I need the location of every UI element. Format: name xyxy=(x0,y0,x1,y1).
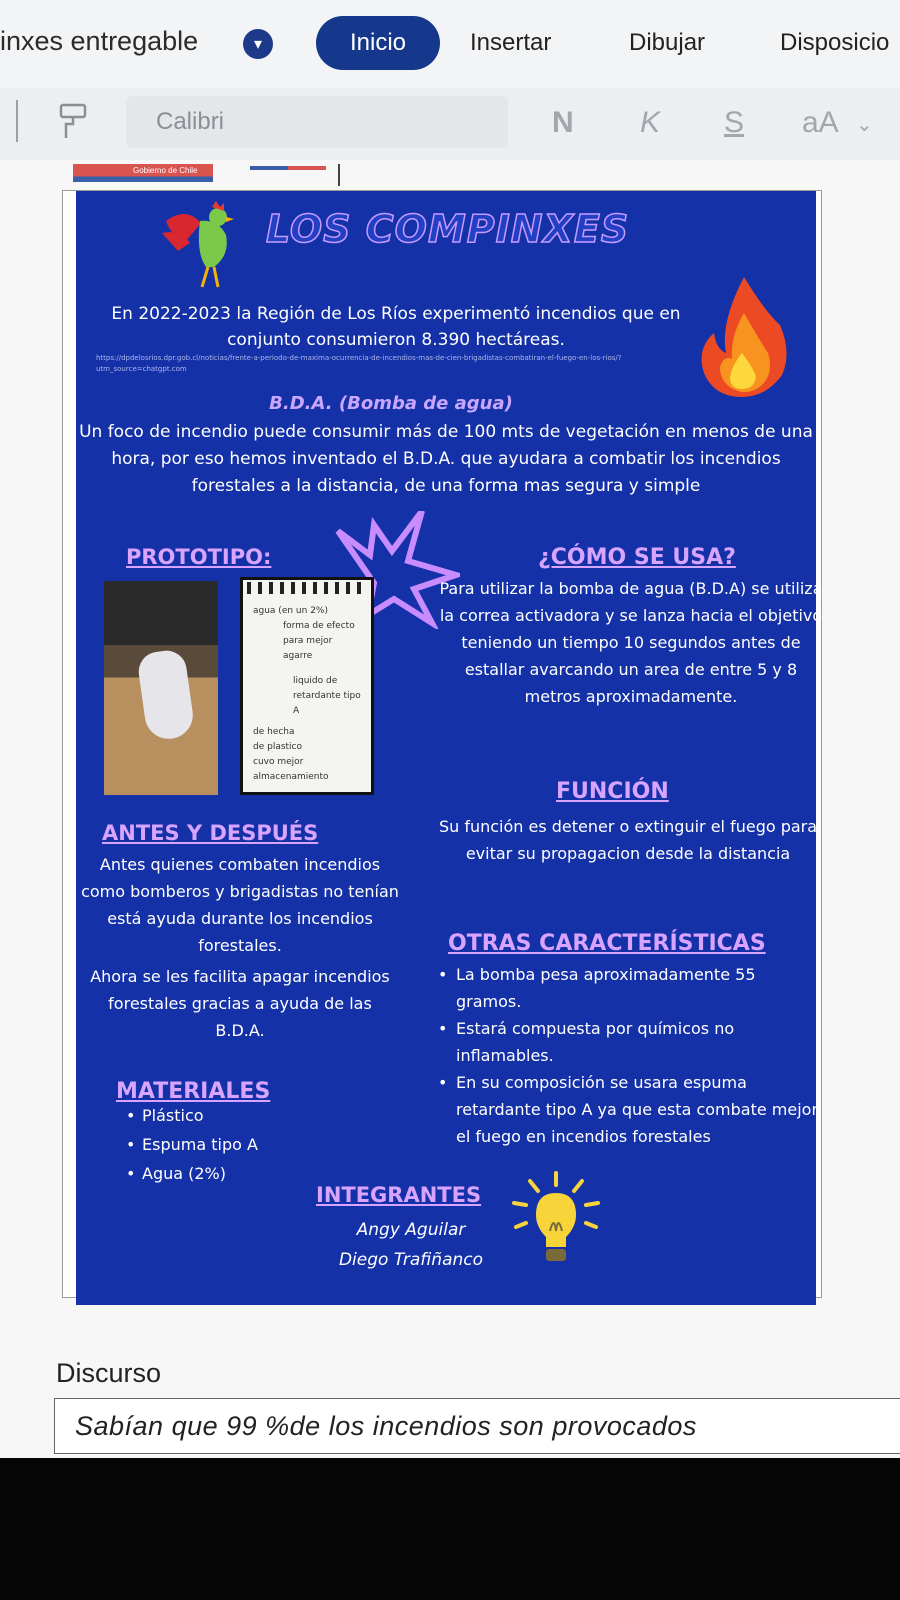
como-heading: ¿CÓMO SE USA? xyxy=(538,545,736,570)
sketch-line: liquido de xyxy=(293,676,338,686)
materiales-list xyxy=(126,1101,258,1188)
otras-heading: OTRAS CARACTERÍSTICAS xyxy=(448,931,766,956)
header-divider xyxy=(250,166,326,170)
sketch-line: cuvo mejor xyxy=(253,757,304,767)
bda-heading: B.D.A. (Bomba de agua) xyxy=(269,393,513,414)
screen-bezel xyxy=(0,1458,900,1600)
discurso-textbox[interactable]: Sabían que 99 %de los incendios son provocados xyxy=(54,1398,900,1454)
poster[interactable] xyxy=(76,191,823,1305)
funcion-heading: FUNCIÓN xyxy=(556,779,669,804)
notebook-rings xyxy=(247,582,367,594)
sketch-line: almacenamiento xyxy=(253,772,329,782)
sketch-line: retardante tipo A xyxy=(293,691,361,716)
tab-disposicion[interactable]: Disposicio xyxy=(780,29,890,56)
sketch-line: de hecha xyxy=(253,727,295,737)
gov-badge: Gobierno de Chile xyxy=(73,164,213,182)
prototype-sketch xyxy=(240,577,374,795)
list-item: • Espuma tipo A xyxy=(126,1130,258,1159)
integrantes-names xyxy=(316,1215,506,1275)
list-item: • En su composición se usara espuma retardante tipo A ya que esta combate mejor el fuego en incendios forestales xyxy=(442,1069,822,1150)
header-separator xyxy=(338,164,340,186)
integrantes-heading: INTEGRANTES xyxy=(316,1183,482,1207)
tab-dibujar[interactable]: Dibujar xyxy=(629,29,706,56)
funcion-text: Su función es detener o extinguir el fuego para evitar su propagacion desde la distancia xyxy=(438,817,818,863)
font-size-button[interactable]: aA xyxy=(802,106,839,139)
lightbulb-icon xyxy=(510,1171,602,1271)
prototype-object xyxy=(136,648,196,742)
source-link[interactable]: https://dpdelosrios.dpr.gob.cl/noticias/frente-a-periodo-de-maxima-ocurrencia-de-incendios-mas-de-cien-brigadistas-combatiran-el-fuego-en-los-rios/?utm_source=chatgpt.com xyxy=(96,354,622,373)
intro-text: En 2022-2023 la Región de Los Ríos experimentó incendios que en conjunto consumieron 8.390 hectáreas. xyxy=(111,304,681,350)
toolbar-divider xyxy=(16,100,18,142)
antes-text: Antes quienes combaten incendios como bomberos y brigadistas no tenían está ayuda durante los incendios forestales. xyxy=(81,855,399,955)
chevron-down-icon[interactable]: ⌄ xyxy=(856,114,873,136)
sketch-line: forma de efecto xyxy=(283,621,355,631)
italic-button[interactable]: K xyxy=(640,106,661,139)
member-name: Diego Trafiñanco xyxy=(338,1250,484,1270)
rooster-icon xyxy=(156,201,248,291)
bda-text: Un foco de incendio puede consumir más de 100 mts de vegetación en menos de una hora, por eso hemos inventado el B.D.A. que ayudara a combatir los incendios forestales a la distancia, de una forma mas segura y simple xyxy=(79,422,813,496)
list-item: • Estará compuesta por químicos no inflamables. xyxy=(442,1015,822,1069)
list-item: • La bomba pesa aproximadamente 55 gramos. xyxy=(442,961,822,1015)
formatting-toolbar xyxy=(0,88,900,160)
bold-button[interactable]: N xyxy=(552,106,574,139)
tab-insertar[interactable]: Insertar xyxy=(470,29,552,56)
fire-icon xyxy=(696,273,792,399)
member-name: Angy Aguilar xyxy=(356,1220,466,1240)
sketch-line: agua (en un 2%) xyxy=(253,606,328,616)
ribbon-tabbar xyxy=(0,0,900,88)
chevron-down-icon[interactable]: ▾ xyxy=(243,29,273,59)
list-item: • Agua (2%) xyxy=(126,1159,258,1188)
list-item: • Plástico xyxy=(126,1101,258,1130)
sketch-line: de plastico xyxy=(253,742,303,752)
materiales-heading: MATERIALES xyxy=(116,1079,271,1104)
sketch-line: para mejor agarre xyxy=(283,636,333,661)
poster-title: LOS COMPINXES xyxy=(266,207,630,251)
discurso-label: Discurso xyxy=(56,1358,162,1388)
otras-list xyxy=(442,961,822,1150)
strikethrough-button[interactable]: S xyxy=(724,106,745,139)
tab-inicio[interactable]: Inicio xyxy=(316,16,440,70)
font-name-field[interactable]: Calibri xyxy=(126,96,508,148)
antes-heading: ANTES Y DESPUÉS xyxy=(102,821,319,845)
format-painter-icon[interactable] xyxy=(58,102,88,142)
ahora-text: Ahora se les facilita apagar incendios forestales gracias a ayuda de las B.D.A. xyxy=(90,967,390,1040)
document-title[interactable]: inxes entregable xyxy=(0,26,199,56)
prototipo-heading: PROTOTIPO: xyxy=(126,545,272,569)
prototype-photo xyxy=(104,581,218,795)
como-text: Para utilizar la bomba de agua (B.D.A) se utiliza la correa activadora y se lanza hacia el objetivo teniendo un tiempo 10 segundos antes de estallar avarcando un area de entre 5 y 8 metros aproximadamente. xyxy=(439,579,823,706)
